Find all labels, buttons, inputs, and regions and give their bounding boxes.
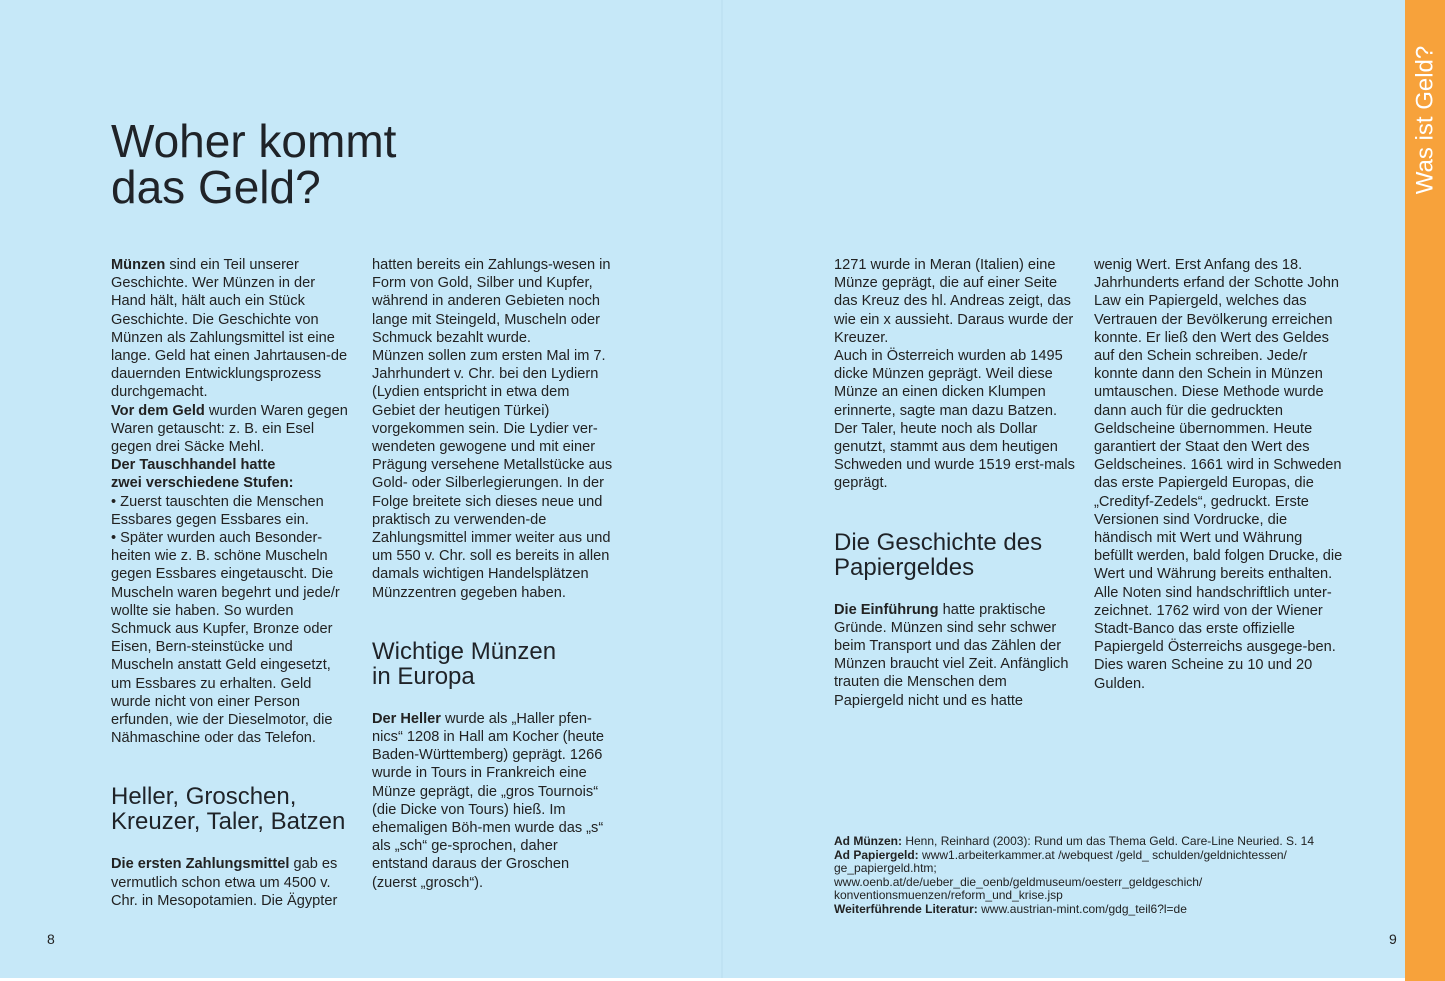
section-tab-text: Was ist Geld? <box>1411 45 1438 195</box>
text-column-3 <box>834 256 1076 710</box>
section-heading-line: Kreuzer, Taler, Batzen <box>111 808 346 836</box>
paragraph-text: wurde als „Haller pfen-nics“ 1208 in Hall am Kocher (heute Baden-Württemberg) geprägt. 1266 wurde in Tours in Frankreich eine Münze geprägt, die „gros Tournois“ (die Dicke von Tours) hieß. Im ehemaligen Böh-men wurde das „s“ als „sch“ ge-sprochen, daher entstand daraus der Groschen (zuerst „grosch“). <box>372 710 604 891</box>
page-title-line1: Woher kommt <box>111 115 397 167</box>
page-title <box>111 115 397 213</box>
reference-text: Henn, Reinhard (2003): Rund um das Thema Geld. Care-Line Neuried. S. 14 <box>902 834 1315 848</box>
paragraph-text: gab es vermutlich schon etwa um 4500 v. Chr. in Mesopotamien. Die Ägypter <box>111 856 338 909</box>
section-heading-line: Heller, Groschen, <box>111 783 297 811</box>
text-column-2 <box>372 256 614 892</box>
paragraph <box>111 402 353 457</box>
section-heading-line: Papiergeldes <box>834 553 975 581</box>
paragraph: Auch in Österreich wurden ab 1495 dicke Münzen geprägt. Weil diese Münze an einen dicken Klumpen erinnerte, sagte man dazu Batzen. <box>834 348 1063 419</box>
section-heading <box>372 639 614 689</box>
section-heading-line: in Europa <box>372 662 475 690</box>
bold-lead: Die ersten Zahlungsmittel <box>111 856 290 873</box>
bold-lead: zwei verschiedene Stufen: <box>111 475 294 492</box>
bullet-item: • Später wurden auch Besonder-heiten wie z. B. schöne Muscheln gegen Essbares eingetauscht. Die Muscheln waren begehrt und jede/r wollte sie haben. So wurden Schmuck aus Kupfer, Bronze oder Eisen, Bern-steinstücke und Muscheln anstatt Geld eingesetzt, um Essbares zu erhalten. Geld wurde nicht von einer Person erfunden, wie der Dieselmotor, die Nähmaschine oder das Telefon. <box>111 530 340 747</box>
text-column-4 <box>1094 256 1344 693</box>
paragraph <box>111 256 353 402</box>
bullet-item: • Zuerst tauschten die Menschen Essbares gegen Essbares ein. <box>111 493 324 528</box>
reference-text: ge_papiergeld.htm; <box>834 861 937 876</box>
paragraph <box>111 855 353 910</box>
section-heading <box>834 530 1076 580</box>
section-heading-line: Die Geschichte des <box>834 528 1043 556</box>
reference-item <box>834 835 1354 849</box>
page-title-line2: das Geld? <box>111 161 321 213</box>
reference-text: konventionsmuenzen/reform_und_krise.jsp <box>834 888 1063 903</box>
reference-text: www.oenb.at/de/ueber_die_oenb/geldmuseum/oesterr_geldgeschich/ <box>834 874 1203 889</box>
paragraph: Der Taler, heute noch als Dollar genutzt, stammt aus dem heutigen Schweden und wurde 1519 erst-mals geprägt. <box>834 420 1075 492</box>
section-heading <box>111 784 353 834</box>
reference-item <box>834 903 1354 917</box>
paragraph-text: wurden Waren gegen Waren getauscht: z. B. ein Esel gegen drei Säcke Mehl. <box>111 402 348 456</box>
reference-label: Ad Papiergeld: <box>834 847 919 862</box>
paragraph-text: hatte praktische Gründe. Münzen sind sehr schwer beim Transport und das Zählen der Münzen braucht viel Zeit. Anfänglich trauten die Menschen dem Papiergeld nicht und es hatte <box>834 601 1069 709</box>
paragraph: 1271 wurde in Meran (Italien) eine Münze geprägt, die auf einer Seite das Kreuz des hl. Andreas zeigt, das wie ein x aussieht. Daraus wurde der Kreuzer. <box>834 257 1074 346</box>
paragraph <box>111 456 353 492</box>
paragraph: wenig Wert. Erst Anfang des 18. Jahrhunderts erfand der Schotte John Law ein Papiergeld, welches das Vertrauen der Bevölkerung erreichen konnte. Er ließ den Wert des Geldes auf den Schein schreiben. Jede/r konnte dann den Schein in Münzen umtauschen. Diese Methode wurde dann auch für die gedruckten Geldscheine übernommen. Heute garantiert der Staat den Wert des Geldscheines. 1661 wird in Schweden das erste Papiergeld Europas, die „Credityf-Zedels“, gedruckt. Erste Versionen sind Vordrucke, die händisch mit Wert und Währung befüllt werden, bald folgen Drucke, die Wert und Währung bereits enthalten. Alle Noten sind handschriftlich unter-zeichnet. 1762 wird von der Wiener Stadt-Banco das erste offizielle Papiergeld Österreichs ausgege-ben. Dies waren Scheine zu 10 und 20 Gulden. <box>1094 257 1343 692</box>
paragraph <box>372 710 614 892</box>
section-heading-line: Wichtige Münzen <box>372 637 557 665</box>
page-number-right: 9 <box>1389 931 1397 947</box>
reference-label: Weiterführende Literatur: <box>834 901 978 916</box>
paragraph-text: sind ein Teil unserer Geschichte. Wer Münzen in der Hand hält, hält auch ein Stück Geschichte. Die Geschichte von Münzen als Zahlungsmittel ist eine lange. Geld hat einen Jahrtausen-de dauernden Entwicklungsprozess durchgemacht. <box>111 257 348 401</box>
reference-label: Ad Münzen: <box>834 834 902 848</box>
bold-lead: Der Tauschhandel hatte <box>111 457 276 474</box>
page-spine <box>721 0 723 981</box>
paragraph: hatten bereits ein Zahlungs-wesen in Form von Gold, Silber und Kupfer, während in anderen Gebieten noch lange mit Steingeld, Muscheln oder Schmuck bezahlt wurde. <box>372 257 611 346</box>
bold-lead: Die Einführung <box>834 601 939 618</box>
reference-text: www.austrian-mint.com/gdg_teil6?l=de <box>977 901 1187 916</box>
reference-text: www1.arbeiterkammer.at /webquest /geld_ schulden/geldnichtessen/ <box>918 847 1287 862</box>
section-tab-label <box>1405 0 1445 240</box>
bold-lead: Münzen <box>111 257 166 273</box>
paragraph <box>834 601 1076 710</box>
references <box>834 835 1354 917</box>
bold-lead: Der Heller <box>372 710 441 727</box>
paragraph: Münzen sollen zum ersten Mal im 7. Jahrhundert v. Chr. bei den Lydiern (Lydien entspricht in etwa dem Gebiet der heutigen Türkei) vorgekommen sein. Die Lydier ver-wendeten gewogene und mit einer Prägung versehene Metallstücke aus Gold- oder Silberlegierungen. In der Folge breitete sich dieses neue und praktisch zu verwenden-de Zahlungsmittel immer weiter aus und um 550 v. Chr. soll es bereits in allen damals wichtigen Handelsplätzen Münzzentren gegeben haben. <box>372 348 613 601</box>
reference-item <box>834 849 1354 863</box>
page-number-left: 8 <box>47 931 55 947</box>
bold-lead: Vor dem Geld <box>111 402 205 419</box>
text-column-1 <box>111 256 353 910</box>
